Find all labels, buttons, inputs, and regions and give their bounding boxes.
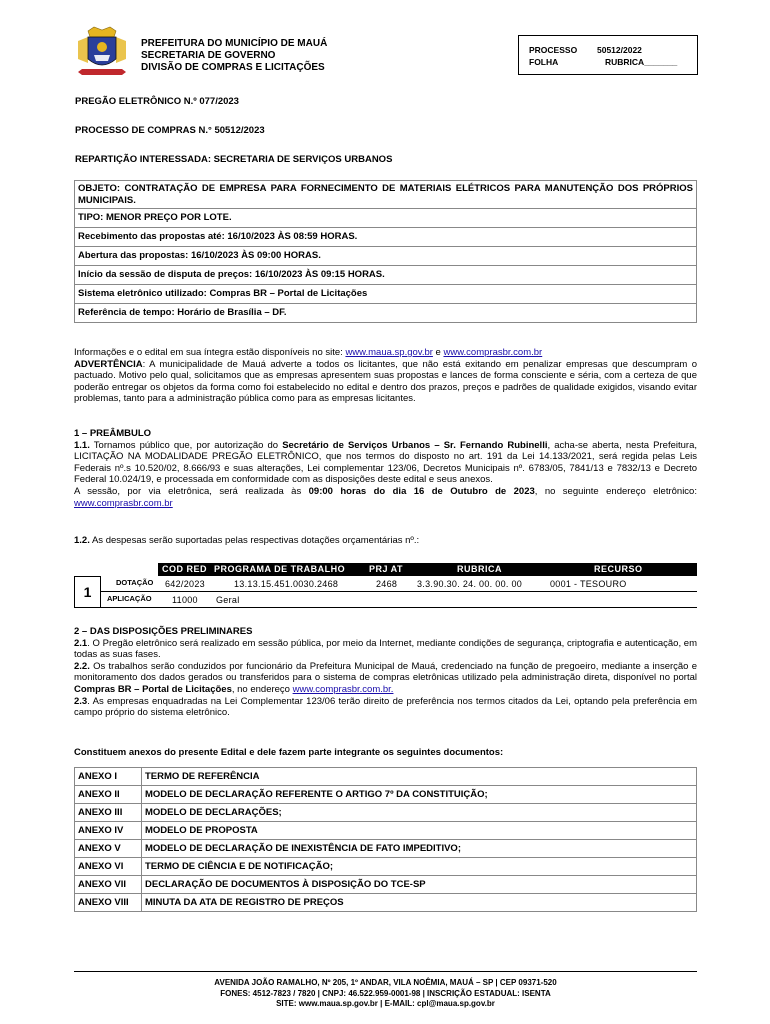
- dotacao-label: DOTAÇÃO: [116, 578, 154, 587]
- comprasbr-link[interactable]: www.comprasbr.com.br: [74, 497, 173, 509]
- anexo-title: TERMO DE REFERÊNCIA: [142, 768, 697, 786]
- item-number: 1.1.: [74, 439, 90, 451]
- anexo-title: MODELO DE PROPOSTA: [142, 822, 697, 840]
- objeto-row: OBJETO: CONTRATAÇÃO DE EMPRESA PARA FORNECIMENTO DE MATERIAIS ELÉTRICOS PARA MANUTENÇÃO DOS PRÓPRIOS MUNICIPAIS.: [75, 181, 697, 209]
- col-header: PROGRAMA DE TRABALHO: [214, 564, 346, 574]
- table-row: [75, 822, 697, 840]
- anexo-key: ANEXO VI: [75, 858, 142, 876]
- footer-address: AVENIDA JOÃO RAMALHO, Nº 205, 1º ANDAR, VILA NOÊMIA, MAUÁ – SP | CEP 09371-520: [214, 978, 557, 987]
- objeto-row: Recebimento das propostas até: 16/10/2023 ÀS 08:59 HORAS.: [75, 228, 697, 247]
- dotacao-row-number: 1: [74, 576, 101, 608]
- footer-divider: [74, 971, 697, 972]
- anexos-table: [74, 767, 697, 912]
- objeto-row: TIPO: MENOR PREÇO POR LOTE.: [75, 209, 697, 228]
- disposicoes-text: Os trabalhos serão conduzidos por funcionário da Prefeitura Municipal de Mauá, credenciado na função de pregoeiro, mediante a inserção e monitoramento dos dados gerados ou transferidos para o sistema de compras eletrônicas utilizado pela administração direta, disponível no portal: [74, 660, 697, 684]
- disposicoes-text: . O Pregão eletrônico será realizado em sessão pública, por meio da Internet, mediante condições de segurança, criptografia e autenticação, em todas as suas fases.: [74, 637, 697, 661]
- programa-value: 13.13.15.451.0030.2468: [234, 579, 339, 589]
- aplicacao-desc: Geral: [216, 595, 240, 605]
- anexo-title: MODELO DE DECLARAÇÕES;: [142, 804, 697, 822]
- advertencia-text: : A municipalidade de Mauá adverte a todos os licitantes, que não está exitando em penalizar empresas que descumpram o pactuado. Motivo pelo qual, solicitamos que as empresas apresentem suas propostas e lances de forma consciente e séria, com a certeza de que poderão entregar os objetos da forma como foi estabelecido no edital e dentro dos prazos, preços e padrões de qualidade exigidos, visando evitar problemas, tanto para a administração pública como para as empresas licitantes.: [74, 358, 697, 405]
- processo-label: PROCESSO: [529, 45, 578, 55]
- item-number: 2.2.: [74, 660, 90, 672]
- reparticao: REPARTIÇÃO INTERESSADA: SECRETARIA DE SERVIÇOS URBANOS: [75, 154, 393, 165]
- session-datetime: 09:00 horas do dia 16 de Outubro de 2023: [308, 485, 535, 497]
- dotacao-header: [158, 563, 697, 576]
- table-row: [75, 804, 697, 822]
- preambulo-text: , no seguinte endereço eletrônico:: [534, 485, 697, 497]
- maua-site-link[interactable]: www.maua.sp.gov.br: [345, 347, 433, 358]
- footer-contacts: FONES: 4512-7823 / 7820 | CNPJ: 46.522.959-0001-98 | INSCRIÇÃO ESTADUAL: ISENTA: [220, 988, 551, 998]
- header-line-2: SECRETARIA DE GOVERNO: [141, 50, 276, 61]
- anexo-title: MINUTA DA ATA DE REGISTRO DE PREÇOS: [142, 894, 697, 912]
- anexo-title: TERMO DE CIÊNCIA E DE NOTIFICAÇÃO;: [142, 858, 697, 876]
- processo-compras: PROCESSO DE COMPRAS N.° 50512/2023: [75, 125, 265, 136]
- table-row: [75, 768, 697, 786]
- header-institution: [141, 38, 327, 74]
- objeto-row: Referência de tempo: Horário de Brasília – DF.: [75, 304, 697, 323]
- objeto-box: [74, 180, 697, 323]
- col-header: COD RED: [162, 564, 208, 574]
- preambulo-section: [74, 428, 697, 509]
- process-stamp-box: [518, 35, 698, 75]
- col-header: RUBRICA: [457, 564, 502, 574]
- aplicacao-code: 11000: [172, 595, 198, 605]
- table-row: [75, 876, 697, 894]
- preambulo-title: 1 – PREÂMBULO: [74, 428, 152, 439]
- header-line-3: DIVISÃO DE COMPRAS E LICITAÇÕES: [141, 62, 325, 73]
- comprasbr-link[interactable]: www.comprasbr.com.br: [443, 347, 543, 358]
- col-header: RECURSO: [594, 564, 643, 574]
- folha-label: FOLHA: [529, 57, 559, 67]
- rubrica-value: 3.3.90.30. 24. 00. 00. 00: [417, 579, 523, 589]
- anexo-key: ANEXO VII: [75, 876, 142, 894]
- preambulo-authority: Secretário de Serviços Urbanos – Sr. Fernando Rubinelli: [282, 439, 548, 451]
- preambulo-text: Tornamos público que, por autorização do: [89, 439, 283, 451]
- item-number: 2.1: [74, 637, 88, 649]
- advertencia-label: ADVERTÊNCIA: [74, 358, 143, 370]
- aplicacao-label: APLICAÇÃO: [107, 594, 152, 603]
- recurso-value: 0001 - TESOURO: [550, 579, 627, 589]
- prj-at-value: 2468: [376, 579, 398, 589]
- cod-red-value: 642/2023: [165, 579, 205, 589]
- page-footer: [74, 978, 697, 1010]
- table-row: [75, 858, 697, 876]
- preambulo-text: , acha-se aberta, nesta Prefeitura, LICITAÇÃO NA MODALIDADE PREGÃO ELETRÔNICO, que nos termos do disposto no art. 191 da Lei 14.133/2021, será regida pelas Leis Federais nº.s 10.520/02, 8.666/93 e suas alterações, Lei complementar 123/06, Decretos Municipais nº. 6783/05, 7841/13 e 7832/13 e Decreto Federal 10.024/19, e processada em conformidade com as disposições deste edital e seus anexos.: [74, 439, 698, 486]
- header-line-1: PREFEITURA DO MUNICÍPIO DE MAUÁ: [141, 38, 328, 49]
- rubrica-label: RUBRICA_______: [605, 57, 678, 67]
- portal-name: Compras BR – Portal de Licitações: [74, 683, 232, 695]
- anexo-key: ANEXO IV: [75, 822, 142, 840]
- objeto-row: Início da sessão de disputa de preços: 16/10/2023 ÀS 09:15 HORAS.: [75, 266, 697, 285]
- row-divider: [100, 607, 697, 608]
- info-paragraph: [74, 347, 697, 405]
- disposicoes-text: . As empresas enquadradas na Lei Complementar 123/06 terão direito de preferência nos termos citados da Lei, optando pela preferência em campo próprio do sistema eletrônico.: [74, 695, 697, 719]
- processo-value: 50512/2022: [597, 45, 642, 55]
- footer-site-email: SITE: www.maua.sp.gov.br | E-MAIL: cpl@maua.sp.gov.br: [276, 999, 495, 1008]
- item-number: 1.2.: [74, 535, 90, 546]
- anexo-key: ANEXO I: [75, 768, 142, 786]
- comprasbr-link[interactable]: www.comprasbr.com.br.: [292, 683, 394, 695]
- disposicoes-text: , no endereço: [231, 683, 293, 695]
- anexo-key: ANEXO II: [75, 786, 142, 804]
- table-row: [75, 840, 697, 858]
- row-divider: [100, 591, 697, 592]
- table-row: [75, 786, 697, 804]
- anexo-key: ANEXO III: [75, 804, 142, 822]
- anexo-title: MODELO DE DECLARAÇÃO DE INEXISTÊNCIA DE FATO IMPEDITIVO;: [142, 840, 697, 858]
- pregao-title: PREGÃO ELETRÔNICO N.º 077/2023: [75, 96, 239, 107]
- dotacao-intro-text: As despesas serão suportadas pelas respectivas dotações orçamentárias nº.:: [89, 535, 420, 546]
- dotacao-table: [74, 563, 697, 608]
- disposicoes-section: [74, 626, 697, 719]
- dotacao-intro: [74, 535, 697, 547]
- anexo-title: MODELO DE DECLARAÇÃO REFERENTE O ARTIGO 7º DA CONSTITUIÇÃO;: [142, 786, 697, 804]
- anexo-title: DECLARAÇÃO DE DOCUMENTOS À DISPOSIÇÃO DO TCE-SP: [142, 876, 697, 894]
- info-text-mid: e: [432, 347, 444, 358]
- table-row: [75, 894, 697, 912]
- objeto-row: Abertura das propostas: 16/10/2023 ÀS 09:00 HORAS.: [75, 247, 697, 266]
- anexo-key: ANEXO V: [75, 840, 142, 858]
- info-text: Informações e o edital em sua íntegra estão disponíveis no site:: [74, 347, 346, 358]
- preambulo-text: A sessão, por via eletrônica, será realizada às: [74, 485, 309, 497]
- objeto-row: Sistema eletrônico utilizado: Compras BR – Portal de Licitações: [75, 285, 697, 304]
- disposicoes-title: 2 – DAS DISPOSIÇÕES PRELIMINARES: [74, 626, 253, 637]
- col-header: PRJ AT: [369, 564, 404, 574]
- anexo-key: ANEXO VIII: [75, 894, 142, 912]
- item-number: 2.3: [74, 695, 88, 707]
- anexos-intro: Constituem anexos do presente Edital e dele fazem parte integrante os seguintes documentos:: [74, 747, 504, 758]
- municipal-crest-logo: [74, 25, 130, 79]
